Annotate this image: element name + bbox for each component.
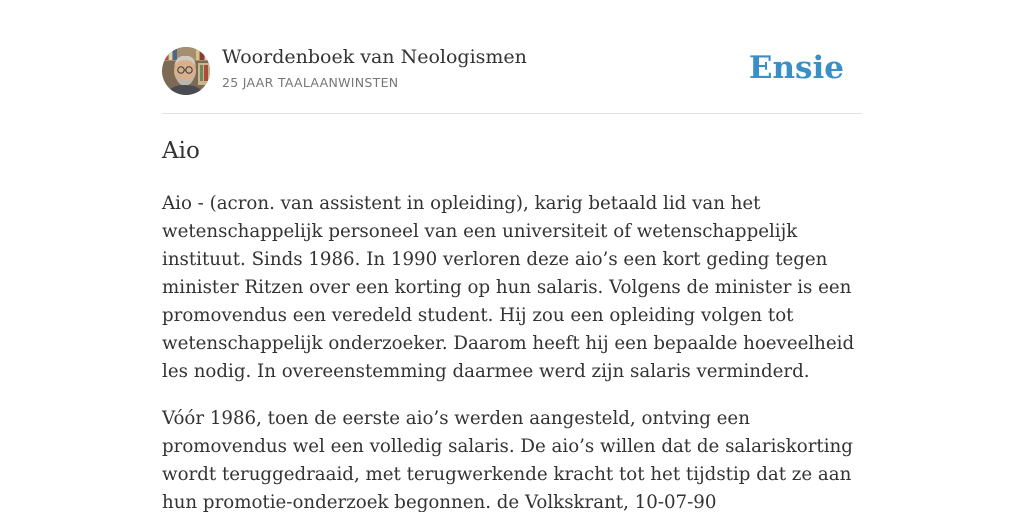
header-divider [162, 113, 862, 114]
site-header [162, 46, 862, 96]
brand-logo[interactable]: Ensie [748, 50, 844, 86]
site-title[interactable]: Woordenboek van Neologismen [222, 46, 527, 68]
entry-paragraph: Aio - (acron. van assistent in opleiding), karig betaald lid van het wetenschappelijk personeel van een universiteit of wetenschappelijk instituut. Sinds 1986. In 1990 verloren deze aio’s een kort geding tegen minister Ritzen over een korting op hun salaris. Volgens de minister is een promovendus een veredeld student. Hij zou een opleiding volgen tot wetenschappelijk onderzoeker. Daarom heeft hij een bepaalde hoeveelheid les nodig. In overeenstemming daarmee werd zijn salaris verminderd. [162, 193, 855, 382]
entry-title: Aio [162, 138, 200, 164]
entry-paragraph: Vóór 1986, toen de eerste aio’s werden aangesteld, ontving een promovendus wel een volledig salaris. De aio’s willen dat de salariskorting wordt teruggedraaid, met terugwerkende kracht tot het tijdstip dat ze aan hun promotie-onderzoek begonnen. de Volkskrant, 10-07-90 [162, 408, 853, 512]
entry-body [162, 190, 872, 512]
author-portrait-icon [162, 47, 210, 95]
author-avatar[interactable] [162, 47, 210, 95]
site-subtitle: 25 JAAR TAALAANWINSTEN [222, 75, 399, 90]
